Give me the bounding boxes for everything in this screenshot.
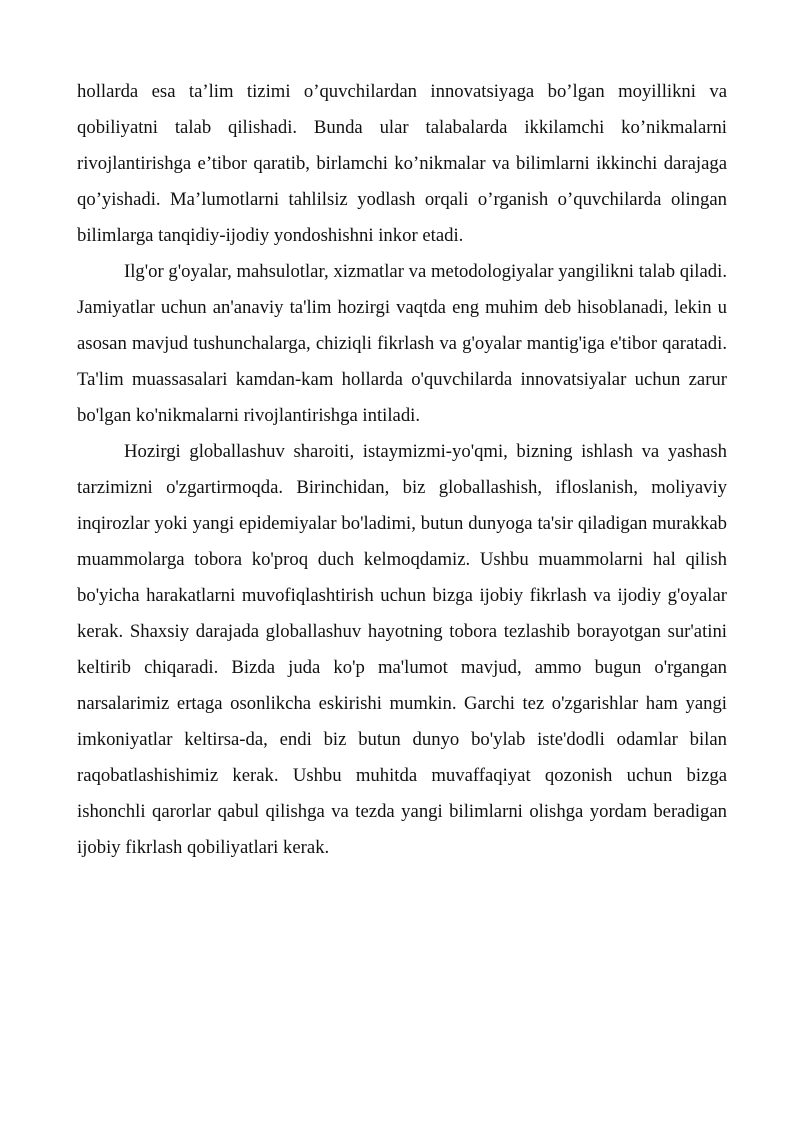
paragraph-innovation: Ilg'or g'oyalar, mahsulotlar, xizmatlar va metodologiyalar yangilikni talab qiladi. Jamiyatlar uchun an'anaviy ta'lim hozirgi vaqtda eng muhim deb hisoblanadi, lekin u asosan mavjud tushunchalarga, chiziqli fikrlash va g'oyalar mantig'iga e'tibor qaratadi. Ta'lim muassasalari kamdan-kam hollarda o'quvchilarda innovatsiyalar uchun zarur bo'lgan ko'nikmalarni rivojlantirishga intiladi. — [77, 261, 727, 426]
document-page — [77, 74, 727, 866]
paragraph-continued: hollarda esa ta’lim tizimi o’quvchilardan innovatsiyaga bo’lgan moyillikni va qobiliyatni talab qilishadi. Bunda ular talabalarda ikkilamchi ko’nikmalarni rivojlantirishga e’tibor qaratib, birlamchi ko’nikmalar va bilimlarni ikkinchi darajaga qo’yishadi. Ma’lumotlarni tahlilsiz yodlash orqali o’rganish o’quvchilarda olingan bilimlarga tanqidiy-ijodiy yondoshishni inkor etadi. — [77, 81, 727, 246]
paragraph-globalization: Hozirgi globallashuv sharoiti, istaymizmi-yo'qmi, bizning ishlash va yashash tarzimizni o'zgartirmoqda. Birinchidan, biz globallashish, ifloslanish, moliyaviy inqirozlar yoki yangi epidemiyalar bo'ladimi, butun dunyoga ta'sir qiladigan murakkab muammolarga tobora ko'proq duch kelmoqdamiz. Ushbu muammolarni hal qilish bo'yicha harakatlarni muvofiqlashtirish uchun bizga ijobiy fikrlash va ijodiy g'oyalar kerak. Shaxsiy darajada globallashuv hayotning tobora tezlashib borayotgan sur'atini keltirib chiqaradi. Bizda juda ko'p ma'lumot mavjud, ammo bugun o'rgangan narsalarimiz ertaga osonlikcha eskirishi mumkin. Garchi tez o'zgarishlar ham yangi imkoniyatlar keltirsa-da, endi biz butun dunyo bo'ylab iste'dodli odamlar bilan raqobatlashishimiz kerak. Ushbu muhitda muvaffaqiyat qozonish uchun bizga ishonchli qarorlar qabul qilishga va tezda yangi bilimlarni olishga yordam beradigan ijobiy fikrlash qobiliyatlari kerak. — [77, 441, 727, 858]
